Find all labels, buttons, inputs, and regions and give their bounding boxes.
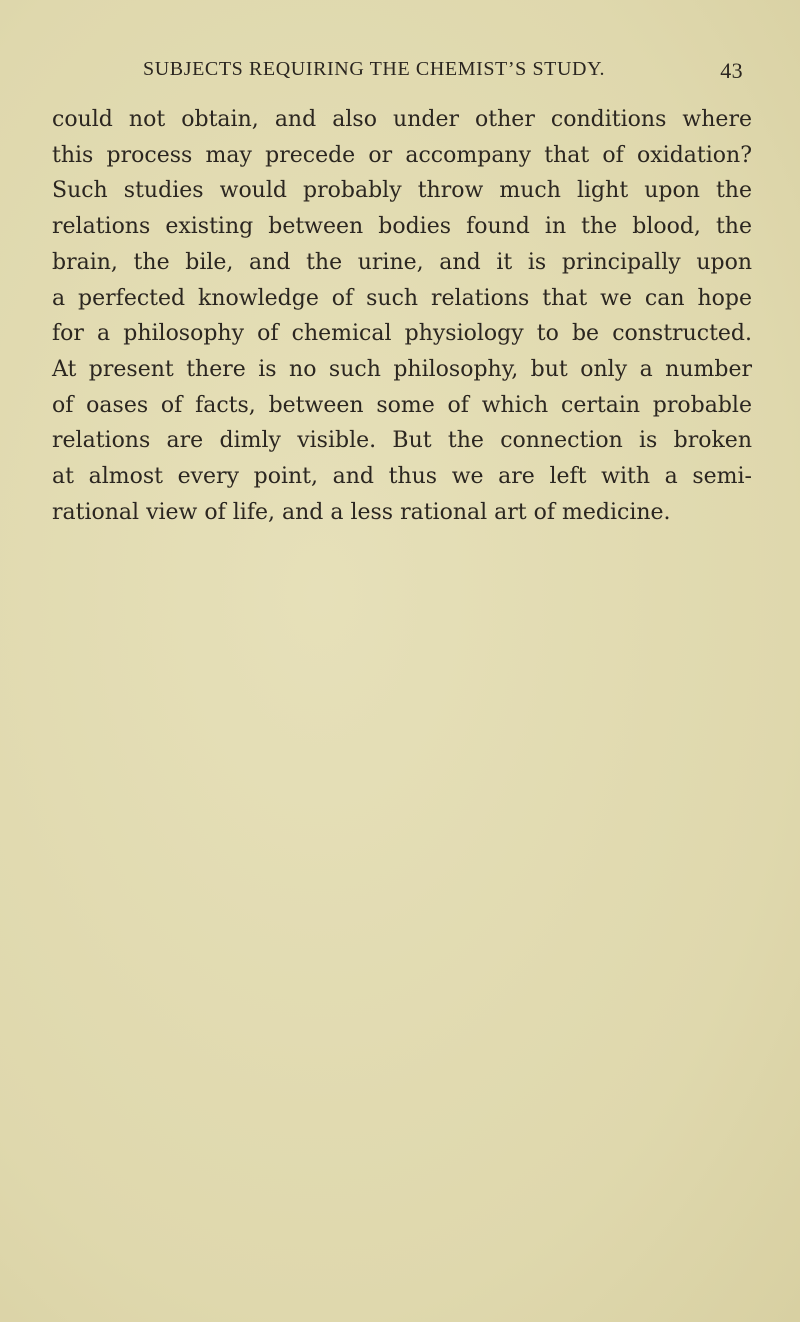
text-line: for a philosophy of chemical physiology to be constructed. <box>52 321 752 347</box>
page-number: 43 <box>720 58 743 83</box>
text-line: At present there is no such philosophy, but only a number <box>52 356 752 382</box>
text-line: relations are dimly visible. But the connection is broken <box>52 428 752 454</box>
running-head <box>143 58 743 88</box>
text-line: rational view of life, and a less rational art of medicine. <box>52 499 671 525</box>
text-line: relations existing between bodies found in the blood, the <box>52 214 752 240</box>
text-line: Such studies would probably throw much light upon the <box>52 178 752 204</box>
text-line: this process may precede or accompany that of oxidation? <box>52 142 752 168</box>
text-line: brain, the bile, and the urine, and it is principally upon <box>52 249 752 275</box>
body-paragraph <box>52 102 752 530</box>
text-line: of oases of facts, between some of which certain probable <box>52 392 752 418</box>
text-line: could not obtain, and also under other conditions where <box>52 107 752 132</box>
text-line: a perfected knowledge of such relations that we can hope <box>52 285 752 311</box>
text-line: at almost every point, and thus we are left with a semi- <box>52 464 752 490</box>
running-title: SUBJECTS REQUIRING THE CHEMIST’S STUDY. <box>143 58 606 80</box>
